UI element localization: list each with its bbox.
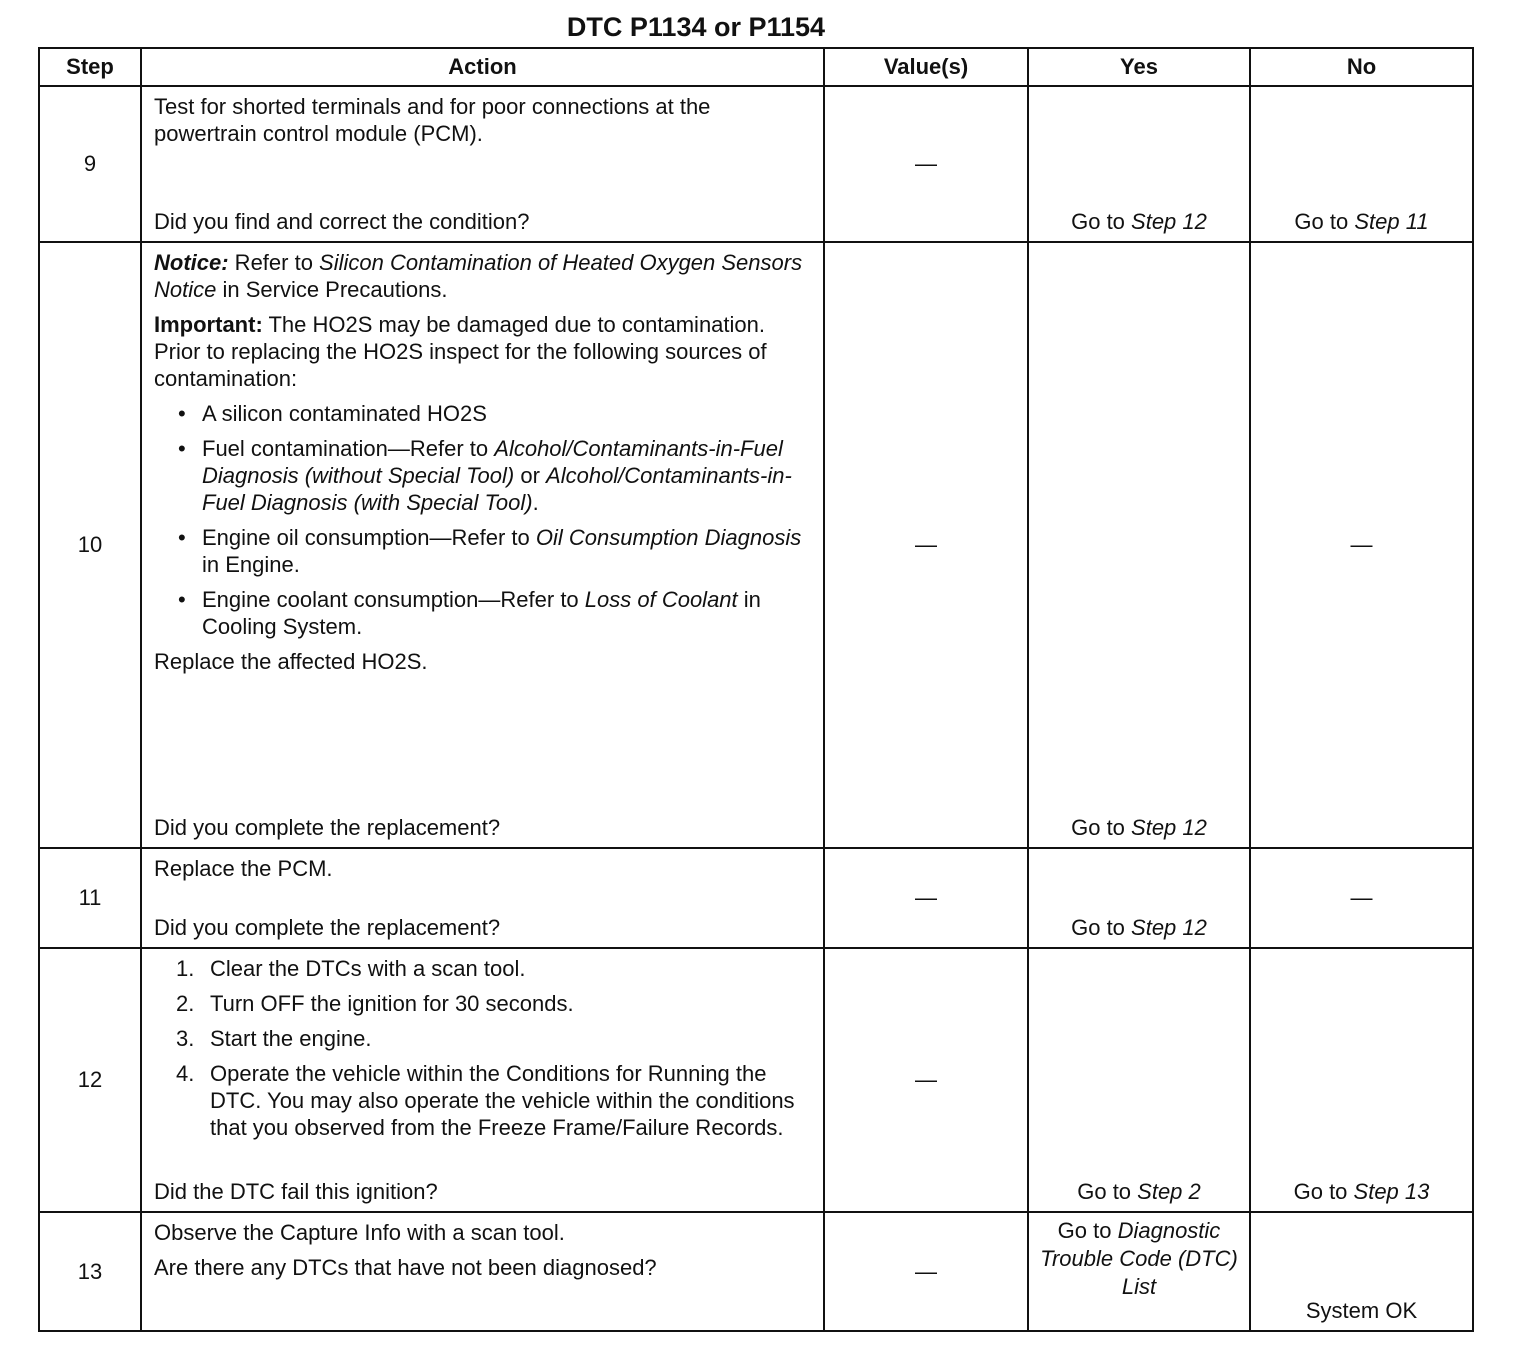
value-dash: — — [915, 532, 937, 557]
action-question: Did you find and correct the condition? — [154, 209, 530, 234]
value-cell — [824, 948, 1028, 1212]
important-label: Important: — [154, 312, 263, 337]
value-dash: — — [915, 1258, 937, 1284]
contamination-list — [154, 400, 809, 640]
list-item-ref: Loss of Coolant — [584, 587, 738, 612]
procedure-list — [154, 955, 809, 1149]
yes-cell — [1028, 1212, 1250, 1331]
yes-prefix: Go to — [1057, 1218, 1118, 1243]
yes-cell — [1028, 86, 1250, 242]
header-yes: Yes — [1028, 48, 1250, 86]
list-item-ref: Alcohol/Contaminants-in-Fuel Diagnosis (without Special Tool) — [202, 436, 783, 488]
step-number: 12 — [39, 948, 141, 1212]
diagnostic-table — [38, 47, 1474, 1332]
list-item-text: Turn OFF the ignition for 30 seconds. — [210, 991, 574, 1016]
header-row — [39, 48, 1473, 86]
yes-prefix: Go to — [1077, 1179, 1138, 1204]
yes-step: Step 12 — [1131, 209, 1207, 234]
no-cell — [1250, 948, 1473, 1212]
list-item-text: Engine oil consumption—Refer to — [202, 525, 536, 550]
table-row — [39, 1212, 1473, 1331]
no-result: System OK — [1305, 1298, 1418, 1323]
list-item-ref: Oil Consumption Diagnosis — [535, 525, 802, 550]
action-cell — [141, 1212, 824, 1331]
no-step: Step 11 — [1354, 209, 1429, 234]
list-item-text: or — [514, 463, 547, 488]
yes-prefix: Go to — [1071, 209, 1132, 234]
step-number: 13 — [39, 1212, 141, 1331]
no-prefix: Go to — [1293, 1179, 1354, 1204]
notice-text-2: in Service Precautions. — [216, 277, 448, 302]
table-row — [39, 242, 1473, 848]
yes-ref: Diagnostic Trouble Code (DTC) List — [1040, 1218, 1238, 1299]
notice-text: Refer to — [228, 250, 320, 275]
page-title: DTC P1134 or P1154 — [566, 12, 826, 42]
action-text: Test for shorted terminals and for poor connections at the powertrain control module (PCM). — [154, 94, 711, 146]
value-cell — [824, 86, 1028, 242]
list-item-text: . — [532, 490, 539, 515]
yes-step: Step 2 — [1137, 1179, 1201, 1204]
action-text: Replace the PCM. — [154, 856, 333, 881]
action-text: Replace the affected HO2S. — [154, 649, 428, 674]
table-row — [39, 948, 1473, 1212]
list-item-text: Fuel contamination—Refer to — [202, 436, 495, 461]
header-action: Action — [141, 48, 824, 86]
yes-prefix: Go to — [1071, 915, 1132, 940]
list-item-text: Operate the vehicle within the Conditions for Running the DTC. You may also operate the vehicle within the conditions that you observed from the Freeze Frame/Failure Records. — [210, 1061, 795, 1140]
list-item-text: in Engine. — [202, 552, 300, 577]
list-item — [202, 524, 809, 578]
step-number: 10 — [39, 242, 141, 848]
value-cell — [824, 1212, 1028, 1331]
list-item-number: 4. — [176, 1061, 195, 1086]
list-item-number: 2. — [176, 991, 195, 1016]
action-cell — [141, 848, 824, 948]
list-item-number: 1. — [176, 956, 195, 981]
header-step: Step — [39, 48, 141, 86]
no-dash: — — [1350, 532, 1373, 557]
notice-label: Notice: — [154, 250, 229, 275]
no-cell — [1250, 1212, 1473, 1331]
table-row — [39, 848, 1473, 948]
list-item-text: in Cooling System. — [202, 587, 761, 639]
no-step: Step 13 — [1353, 1179, 1430, 1204]
notice-paragraph — [154, 249, 809, 303]
yes-step: Step 12 — [1131, 815, 1207, 840]
no-cell — [1250, 848, 1473, 948]
list-item — [202, 586, 809, 640]
action-cell — [141, 242, 824, 848]
value-dash: — — [915, 885, 937, 910]
header-no: No — [1250, 48, 1473, 86]
no-dash: — — [1350, 885, 1373, 910]
list-item-number: 3. — [176, 1026, 195, 1051]
yes-cell — [1028, 848, 1250, 948]
action-question: Are there any DTCs that have not been diagnosed? — [154, 1255, 657, 1280]
yes-cell — [1028, 948, 1250, 1212]
action-cell — [141, 948, 824, 1212]
action-cell — [141, 86, 824, 242]
value-cell — [824, 242, 1028, 848]
action-text: Observe the Capture Info with a scan tool. — [154, 1220, 565, 1245]
no-cell — [1250, 86, 1473, 242]
value-cell — [824, 848, 1028, 948]
list-item — [176, 1025, 809, 1052]
list-item — [176, 1060, 809, 1141]
important-text: The HO2S may be damaged due to contamination. Prior to replacing the HO2S inspect for the following sources of contamination: — [154, 312, 767, 391]
yes-cell — [1028, 242, 1250, 848]
list-item — [176, 990, 809, 1017]
action-question: Did you complete the replacement? — [154, 815, 501, 840]
list-item-ref: Alcohol/Contaminants-in-Fuel Diagnosis (with Special Tool) — [202, 463, 792, 515]
important-paragraph — [154, 311, 809, 392]
step-number: 11 — [39, 848, 141, 948]
step-number: 9 — [39, 86, 141, 242]
header-values: Value(s) — [824, 48, 1028, 86]
notice-ref: Silicon Contamination of Heated Oxygen Sensors Notice — [154, 250, 803, 302]
table-row — [39, 86, 1473, 242]
list-item-text: Clear the DTCs with a scan tool. — [210, 956, 526, 981]
action-question: Did you complete the replacement? — [154, 915, 501, 940]
list-item-text: A silicon contaminated HO2S — [202, 401, 487, 426]
yes-step: Step 12 — [1131, 915, 1207, 940]
list-item — [176, 955, 809, 982]
no-prefix: Go to — [1294, 209, 1355, 234]
value-dash: — — [915, 151, 937, 176]
list-item — [202, 400, 809, 427]
action-question: Did the DTC fail this ignition? — [154, 1179, 438, 1204]
list-item-text: Start the engine. — [210, 1026, 372, 1051]
yes-prefix: Go to — [1071, 815, 1132, 840]
no-cell — [1250, 242, 1473, 848]
list-item — [202, 435, 809, 516]
list-item-text: Engine coolant consumption—Refer to — [202, 587, 585, 612]
value-dash: — — [915, 1067, 937, 1092]
